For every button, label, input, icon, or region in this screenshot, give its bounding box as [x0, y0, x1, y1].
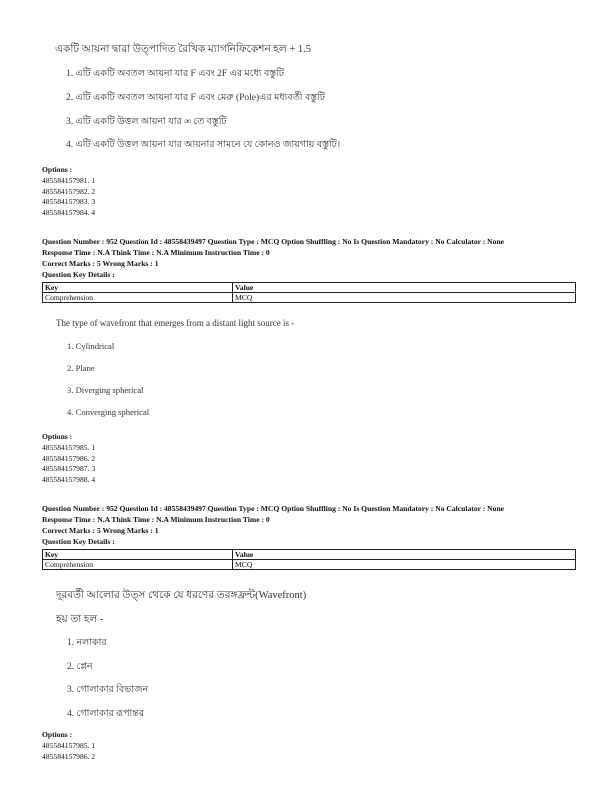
q2-stem: The type of wavefront that emerges from a distant light source is - [56, 318, 295, 328]
q1-option-id: 485584157981. 1 [42, 175, 96, 185]
q3-options-title: Options : [42, 730, 73, 739]
q2-option-id: 485584157987. 3 [42, 464, 96, 474]
q1-options-block [42, 165, 95, 219]
q2-key-details: Question Key Details : [42, 270, 115, 279]
table-row [43, 293, 576, 303]
q1-option-id: 485584157982. 2 [42, 186, 96, 196]
q2-option-id: 485584157988. 4 [42, 475, 96, 485]
table-row [43, 560, 576, 570]
q1-option-id: 485584157983. 3 [42, 197, 96, 207]
q3-header [42, 503, 582, 547]
q2-header-line2: Response Time : N.A Think Time : N.A Minimum Instruction Time : 0 [42, 248, 270, 257]
table-header-key: Key [43, 283, 233, 293]
q2-options-title: Options : [42, 432, 73, 441]
q1-option-4: 4. এটি একটি উত্তল আয়না যার আয়নার সামনে যে কোনও জায়গায় বস্তুটি। [66, 140, 341, 150]
table-header-key: Key [43, 550, 233, 560]
q2-option-2: 2. Plane [67, 363, 95, 373]
q2-option-4: 4. Converging spherical [67, 407, 150, 417]
q3-option-2: 2. প্লেন [67, 662, 93, 672]
table-row [43, 283, 576, 293]
q3-option-4: 4. গোলাকার রূপান্তর [67, 709, 145, 719]
q2-option-3: 3. Diverging spherical [67, 385, 144, 395]
table-header-value: Value [233, 550, 576, 560]
table-header-value: Value [233, 283, 576, 293]
q2-option-1: 1. Cylindrical [67, 341, 115, 351]
q3-header-line1: Question Number : 952 Question Id : 48558439497 Question Type : MCQ Option Shuffling : No Is Question Mandatory : No Calculator : None [42, 504, 505, 513]
q3-option-id: 485584157986. 2 [42, 751, 96, 761]
q3-option-3: 3. গোলাকার বিভাজন [67, 685, 149, 695]
table-cell-value: MCQ [233, 560, 576, 570]
q1-options-title: Options : [42, 165, 73, 174]
q3-marks: Correct Marks : 5 Wrong Marks : 1 [42, 526, 159, 535]
q1-option-2: 2. এটি একটি অবতল আয়না যার F এবং মেরু (Pole)এর মধ্যবর্তী বস্তুটি [66, 93, 325, 103]
q2-key-table [42, 282, 576, 303]
q2-header [42, 236, 582, 280]
q2-marks: Correct Marks : 5 Wrong Marks : 1 [42, 259, 159, 268]
q1-option-3: 3. এটি একটি উত্তল আয়না যার ∞ তে বস্তুটি [66, 117, 227, 127]
q3-option-1: 1. নলাকার [67, 638, 107, 648]
table-cell-value: MCQ [233, 293, 576, 303]
table-row [43, 550, 576, 560]
q3-options-block [42, 730, 95, 762]
q3-stem-line1: দূরবর্তী আলোর উত্স থেকে যে ধরণের তরঙ্গফ্রন্ট(Wavefront) [56, 590, 307, 601]
q2-options-block [42, 432, 95, 486]
table-cell-key: Comprehension [43, 560, 233, 570]
q3-key-table [42, 549, 576, 570]
q1-option-1: 1. এটি একটি অবতল আয়না যার F এবং 2F এর মধ্যে বস্তুটি [66, 69, 284, 79]
q1-stem: একটি আয়না দ্বারা উত্পাদিত রৈখিক ম্যাগনিফিকেশন হল + 1.5 [55, 44, 311, 55]
q1-option-id: 485584157984. 4 [42, 208, 96, 218]
q2-option-id: 485584157986. 2 [42, 453, 96, 463]
q3-header-line2: Response Time : N.A Think Time : N.A Minimum Instruction Time : 0 [42, 515, 270, 524]
q3-stem-line2: হয় তা হল - [56, 614, 104, 625]
q3-option-id: 485584157985. 1 [42, 740, 96, 750]
q2-header-line1: Question Number : 952 Question Id : 48558439497 Question Type : MCQ Option Shuffling : No Is Question Mandatory : No Calculator : None [42, 237, 505, 246]
q3-key-details: Question Key Details : [42, 537, 115, 546]
q2-option-id: 485584157985. 1 [42, 442, 96, 452]
table-cell-key: Comprehension [43, 293, 233, 303]
